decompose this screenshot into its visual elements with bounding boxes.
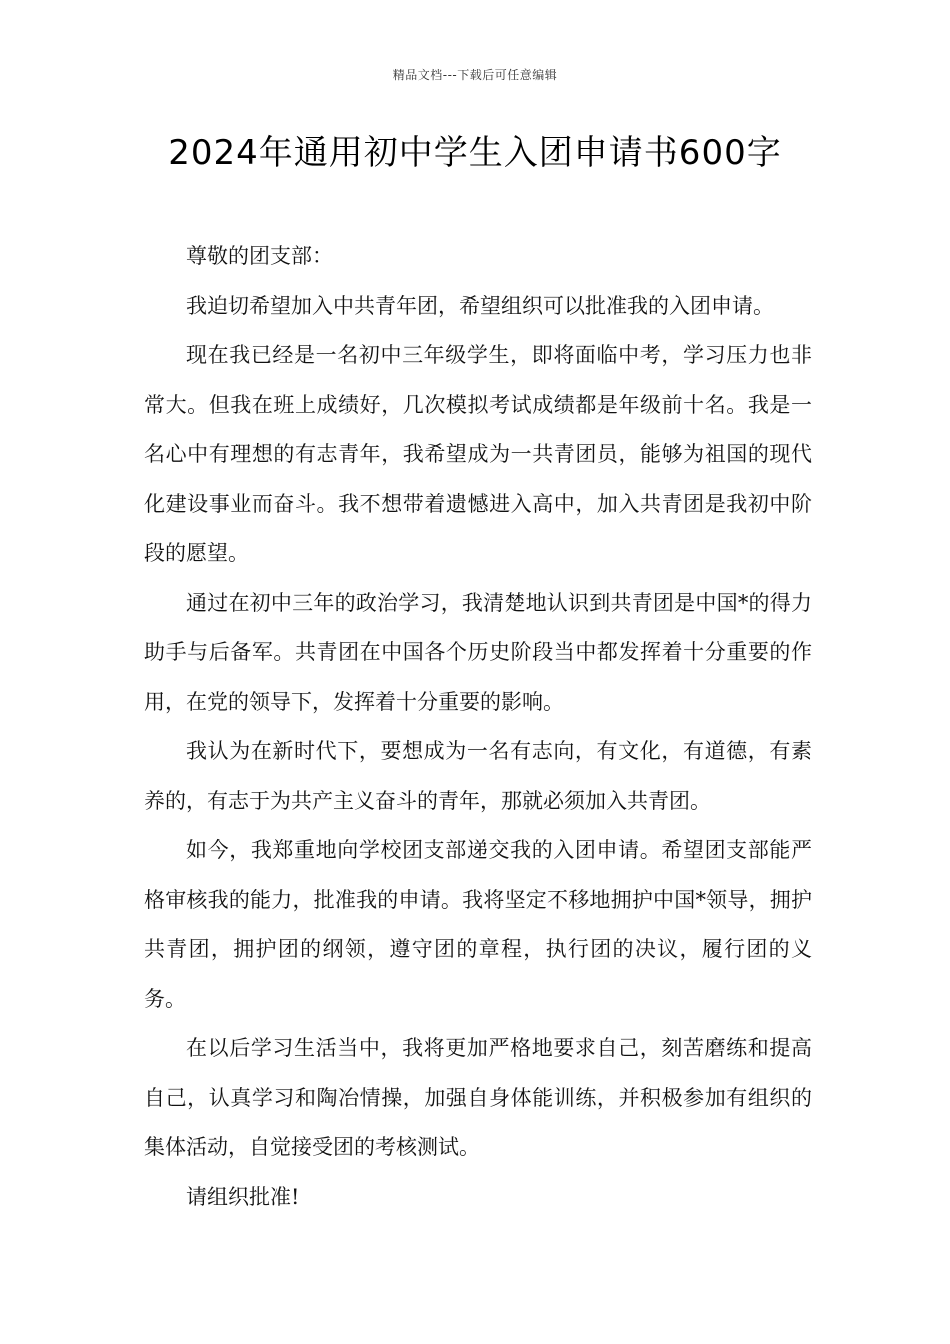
- paragraph-2: 现在我已经是一名初中三年级学生，即将面临中考，学习压力也非常大。但我在班上成绩好，几次模拟考试成绩都是年级前十名。我是一名心中有理想的有志青年，我希望成为一共青团员，能够为祖国的现代化建设事业而奋斗。我不想带着遗憾进入高中，加入共青团是我初中阶段的愿望。: [144, 343, 812, 565]
- header-note: 精品文档---下载后可任意编辑: [392, 68, 558, 82]
- paragraph-6: 在以后学习生活当中，我将更加严格地要求自己，刻苦磨练和提高自己，认真学习和陶冶情操，加强自身体能训练，并积极参加有组织的集体活动，自觉接受团的考核测试。: [144, 1036, 812, 1159]
- document-title: 2024年通用初中学生入团申请书600字: [168, 133, 782, 173]
- document-body: [144, 232, 812, 1222]
- paragraph-3: 通过在初中三年的政治学习，我清楚地认识到共青团是中国*的得力助手与后备军。共青团在中国各个历史阶段当中都发挥着十分重要的作用，在党的领导下，发挥着十分重要的影响。: [144, 590, 812, 714]
- paragraph-1: 我迫切希望加入中共青年团，希望组织可以批准我的入团申请。: [186, 293, 774, 318]
- closing-request: 请组织批准!: [186, 1184, 300, 1209]
- paragraph-4: 我认为在新时代下，要想成为一名有志向，有文化，有道德，有素养的，有志于为共产主义奋斗的青年，那就必须加入共青团。: [144, 739, 812, 813]
- salutation: 尊敬的团支部：: [186, 244, 333, 268]
- paragraph-5: 如今，我郑重地向学校团支部递交我的入团申请。希望团支部能严格审核我的能力，批准我的申请。我将坚定不移地拥护中国*领导，拥护共青团，拥护团的纲领，遵守团的章程，执行团的决议，履行团的义务。: [144, 838, 812, 1011]
